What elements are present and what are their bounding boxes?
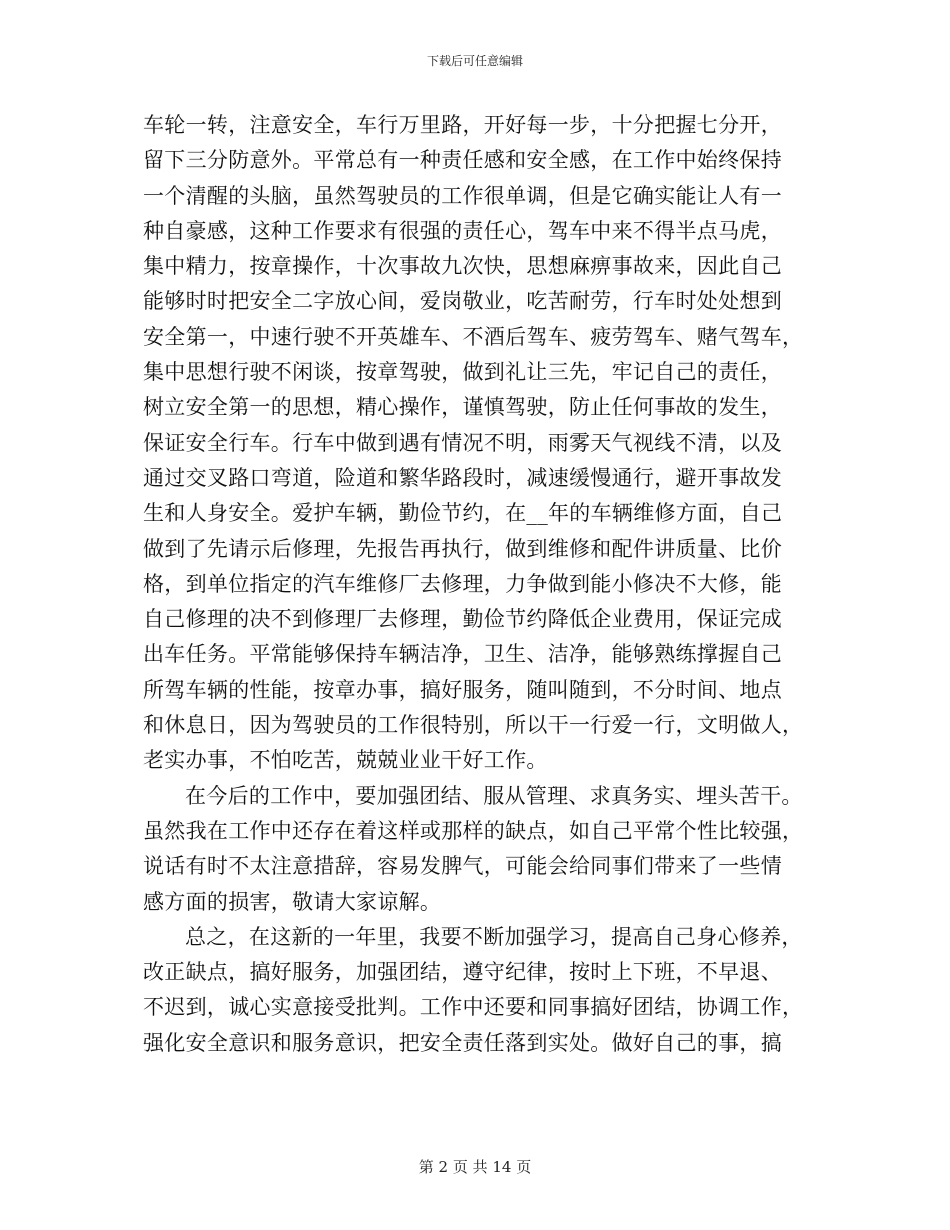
text-line: 总之，在这新的一年里，我要不断加强学习，提高自己身心修养， — [185, 924, 803, 949]
text-line: 说话有时不太注意措辞，容易发脾气，可能会给同事们带来了一些情 — [143, 854, 782, 879]
text-line: 所驾车辆的性能，按章办事，搞好服务，随叫随到，不分时间、地点 — [143, 677, 782, 702]
text-line: 老实办事，不怕吃苦，兢兢业业干好工作。 — [143, 748, 548, 773]
text-line: 车轮一转，注意安全，车行万里路，开好每一步，十分把握七分开， — [143, 113, 782, 137]
text-line: 强化安全意识和服务意识，把安全责任落到实处。做好自己的事，搞 — [143, 1030, 782, 1055]
text-line: 生和人身安全。爱护车辆，勤俭节约，在__年的车辆维修方面，自己 — [143, 501, 783, 526]
text-line: 改正缺点，搞好服务，加强团结，遵守纪律，按时上下班，不早退、 — [143, 960, 782, 985]
text-line: 自己修理的决不到修理厂去修理，勤俭节约降低企业费用，保证完成 — [143, 607, 782, 632]
text-line: 能够时时把安全二字放心间，爱岗敬业，吃苦耐劳，行车时处处想到 — [143, 289, 782, 314]
text-line: 虽然我在工作中还存在着这样或那样的缺点，如自己平常个性比较强， — [143, 818, 804, 843]
text-line: 树立安全第一的思想，精心操作，谨慎驾驶，防止任何事故的发生， — [143, 395, 782, 420]
text-line: 格，到单位指定的汽车维修厂去修理，力争做到能小修决不大修，能 — [143, 571, 782, 596]
text-line: 在今后的工作中，要加强团结、服从管理、求真务实、埋头苦干。 — [185, 783, 803, 808]
text-line: 通过交叉路口弯道，险道和繁华路段时，减速缓慢通行，避开事故发 — [143, 465, 782, 490]
page-header: 下载后可任意编辑 — [426, 54, 523, 68]
text-line: 做到了先请示后修理，先报告再执行，做到维修和配件讲质量、比价 — [143, 536, 782, 561]
document-body — [143, 108, 803, 1061]
text-line: 感方面的损害，敬请大家谅解。 — [143, 889, 442, 914]
text-line: 保证安全行车。行车中做到遇有情况不明，雨雾天气视线不清，以及 — [143, 430, 782, 455]
text-line: 出车任务。平常能够保持车辆洁净，卫生、洁净，能够熟练撑握自己 — [143, 642, 782, 667]
text-line: 一个清醒的头脑，虽然驾驶员的工作很单调，但是它确实能让人有一 — [143, 183, 782, 208]
text-line: 留下三分防意外。平常总有一种责任感和安全感，在工作中始终保持 — [143, 148, 782, 173]
text-line: 不迟到，诚心实意接受批判。工作中还要和同事搞好团结，协调工作， — [143, 995, 804, 1020]
text-line: 集中思想行驶不闲谈，按章驾驶，做到礼让三先，牢记自己的责任， — [143, 360, 782, 385]
text-line: 集中精力，按章操作，十次事故九次快，思想麻痹事故来，因此自己 — [143, 254, 782, 279]
text-line: 和休息日，因为驾驶员的工作很特别，所以干一行爱一行，文明做人， — [143, 713, 804, 738]
page-footer: 第 2 页 共 14 页 — [418, 1158, 532, 1176]
text-line: 安全第一，中速行驶不开英雄车、不酒后驾车、疲劳驾车、赌气驾车， — [143, 324, 804, 349]
text-line: 种自豪感，这种工作要求有很强的责任心，驾车中来不得半点马虎， — [143, 218, 782, 243]
